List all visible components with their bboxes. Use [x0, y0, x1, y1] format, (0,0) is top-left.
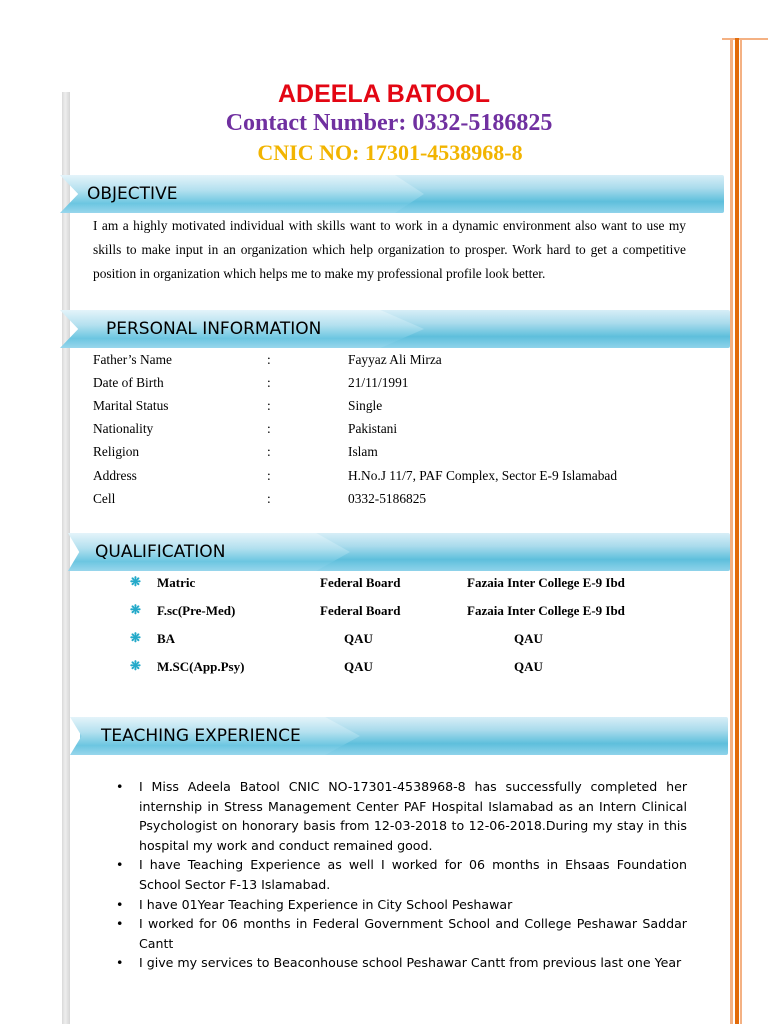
bullet-icon: •: [116, 857, 124, 873]
qualification-board: QAU: [344, 631, 373, 646]
list-item: [113, 855, 687, 894]
star-bullet-icon: ❋: [130, 602, 141, 617]
page-border-left: [62, 92, 70, 1024]
info-label: Date of Birth: [93, 375, 164, 390]
bullet-icon: •: [116, 779, 124, 794]
info-value: 0332-5186825: [348, 491, 427, 506]
info-label: Address: [93, 468, 137, 483]
qualification-degree: Matric: [157, 575, 196, 590]
teaching-item-text: I worked for 06 months in Federal Government School and College Peshawar Saddar Cantt: [139, 916, 687, 951]
teaching-list: [113, 777, 687, 973]
star-bullet-icon: ❋: [130, 574, 141, 589]
page-border-top: [722, 38, 768, 40]
teaching-item-text: I give my services to Beaconhouse school Peshawar Cantt from previous last one Year: [139, 955, 682, 971]
info-colon: :: [267, 375, 271, 390]
teaching-heading: TEACHING EXPERIENCE: [101, 726, 301, 746]
qualification-institution: QAU: [514, 631, 543, 646]
info-label: Cell: [93, 491, 116, 506]
list-item: [113, 914, 687, 953]
bullet-icon: •: [116, 896, 124, 912]
info-value: Pakistani: [348, 421, 398, 436]
page-border-right: [730, 38, 742, 1024]
info-value: Single: [348, 398, 383, 413]
info-label: Marital Status: [93, 398, 169, 413]
info-colon: :: [267, 352, 271, 367]
info-value: 21/11/1991: [348, 375, 409, 390]
info-label: Nationality: [93, 421, 154, 436]
star-bullet-icon: ❋: [130, 630, 141, 645]
teaching-item-text: I Miss Adeela Batool CNIC NO-17301-4538968-8 has successfully completed her internship in Stress Management Center PAF Hospital Islamabad as an Intern Clinical Psychologist on honorary basis from 12-03-2018 to 12-06-2018.During my stay in this hospital my work and conduct remained good.: [139, 779, 687, 853]
cnic-number: CNIC NO: 17301-4538968-8: [257, 140, 523, 165]
qualification-degree: F.sc(Pre-Med): [157, 603, 236, 618]
candidate-name: ADEELA BATOOL: [277, 80, 491, 108]
info-colon: :: [267, 468, 271, 483]
info-value: H.No.J 11/7, PAF Complex, Sector E-9 Islamabad: [348, 468, 618, 483]
qualification-heading: QUALIFICATION: [95, 542, 226, 562]
qualification-institution: Fazaia Inter College E-9 Ibd: [467, 603, 625, 618]
info-label: Religion: [93, 444, 140, 459]
teaching-item-text: I have Teaching Experience as well I worked for 06 months in Ehsaas Foundation School Sector F-13 Islamabad.: [139, 857, 687, 892]
qualification-board: QAU: [344, 659, 373, 674]
personal-info-heading: PERSONAL INFORMATION: [106, 319, 322, 339]
objective-text: I am a highly motivated individual with skills want to work in a dynamic environment also want to use my skills to make input in an organization which help organization to prosper. Work hard to get a competitive position in organization which helps me to make my professional profile look better.: [93, 218, 686, 281]
list-item: [113, 777, 687, 855]
qualification-board: Federal Board: [320, 603, 401, 618]
info-value: Islam: [348, 444, 378, 459]
qualification-institution: Fazaia Inter College E-9 Ibd: [467, 575, 625, 590]
list-item: [113, 895, 687, 915]
contact-number: Contact Number: 0332-5186825: [225, 110, 553, 136]
info-value: Fayyaz Ali Mirza: [348, 352, 442, 367]
info-colon: :: [267, 491, 271, 506]
info-colon: :: [267, 444, 271, 459]
teaching-item-text: I have 01Year Teaching Experience in City School Peshawar: [139, 896, 513, 912]
qualification-degree: M.SC(App.Psy): [157, 659, 245, 674]
bullet-icon: •: [116, 916, 124, 932]
list-item: [113, 953, 687, 973]
star-bullet-icon: ❋: [130, 658, 141, 673]
info-colon: :: [267, 398, 271, 413]
info-colon: :: [267, 421, 271, 436]
qualification-institution: QAU: [514, 659, 543, 674]
objective-heading: OBJECTIVE: [87, 184, 178, 204]
info-label: Father’s Name: [93, 352, 172, 367]
qualification-degree: BA: [157, 631, 176, 646]
qualification-board: Federal Board: [320, 575, 401, 590]
bullet-icon: •: [116, 955, 124, 971]
